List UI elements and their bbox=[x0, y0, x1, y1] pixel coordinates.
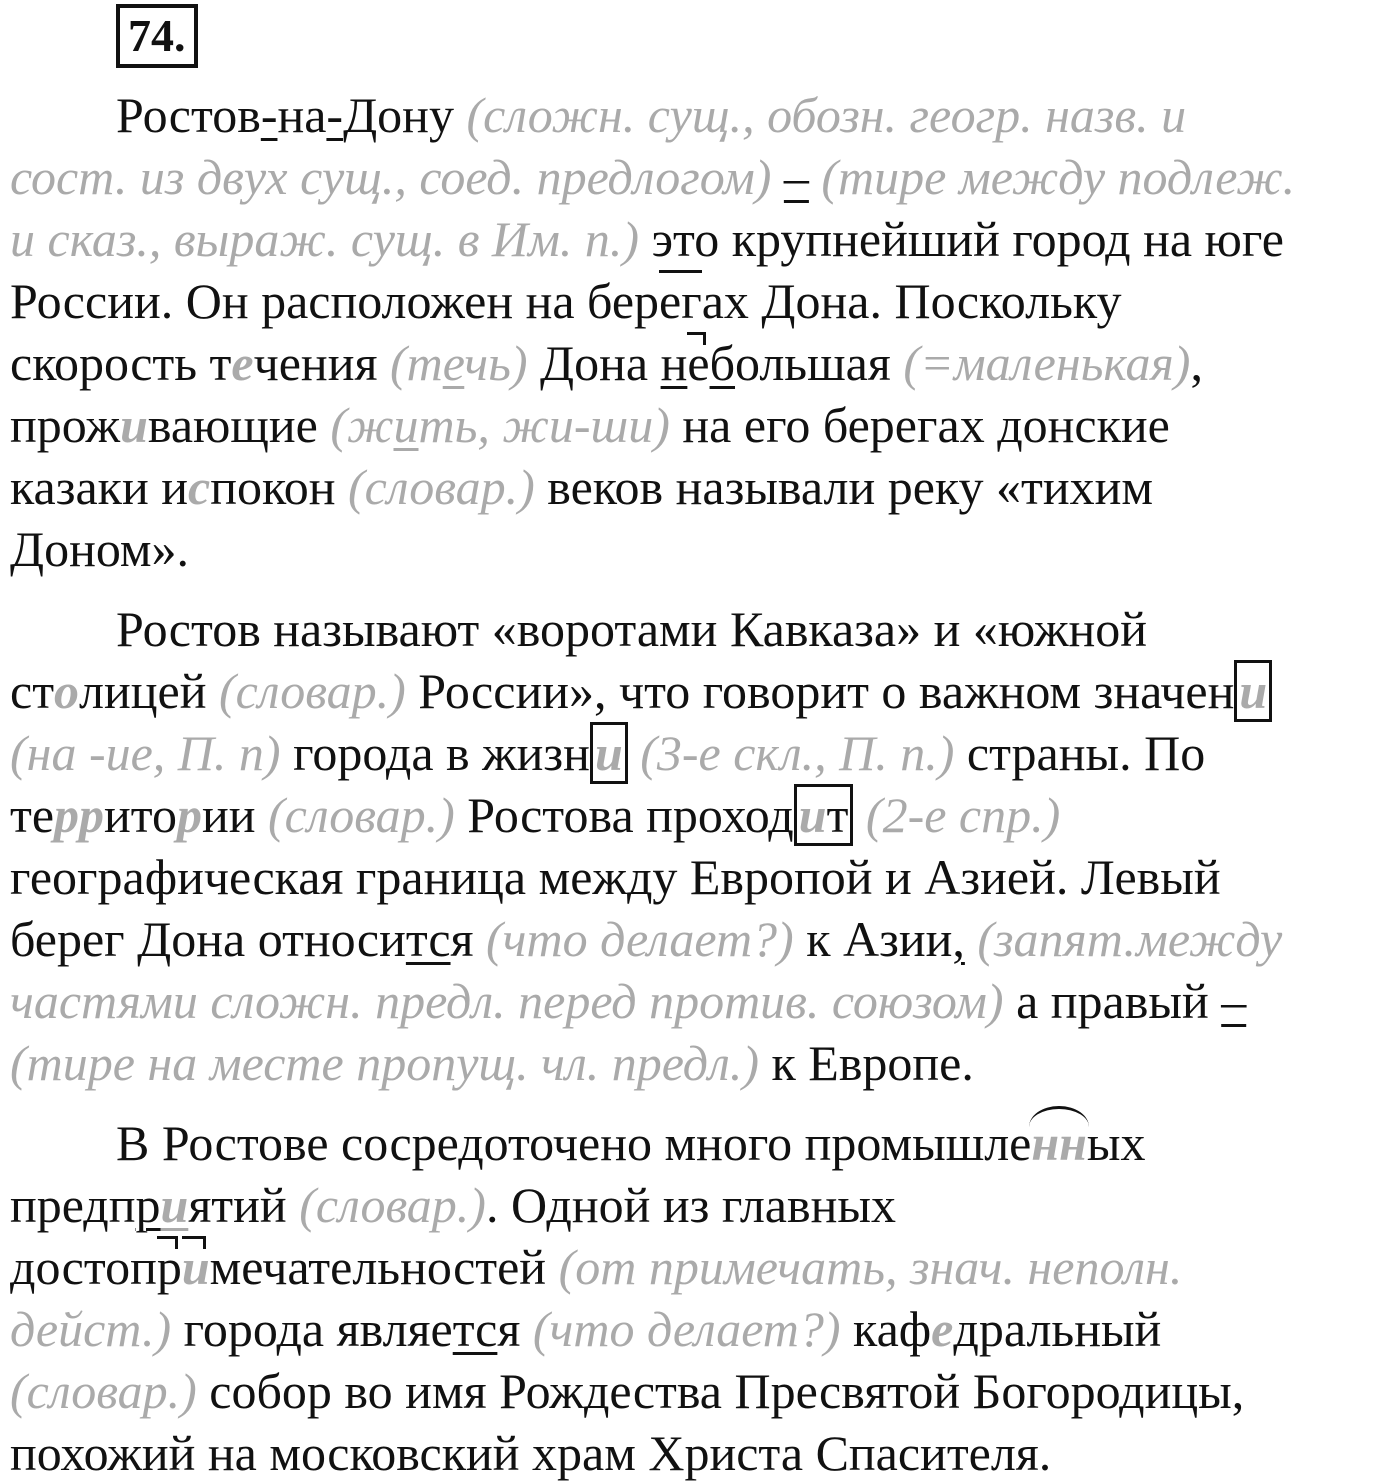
hyphen-mark: - bbox=[326, 87, 344, 143]
prefix-mark: н bbox=[660, 335, 688, 391]
grammar-note: (=маленькая) bbox=[903, 335, 1191, 391]
text: я bbox=[497, 1301, 533, 1357]
grammar-note: (3-е скл., П. п.) bbox=[640, 725, 955, 781]
text: к Азии bbox=[793, 911, 953, 967]
text: Дона bbox=[527, 335, 661, 391]
text: . Одной из главных bbox=[485, 1177, 896, 1233]
grammar-note-underlined: и bbox=[393, 397, 419, 453]
grammar-note: (т bbox=[389, 335, 443, 391]
text: географическая граница между Европой и Азией. Левый bbox=[10, 849, 1221, 905]
text: В Ростове сосредоточено много промышле bbox=[116, 1115, 1032, 1171]
text: Доном». bbox=[10, 521, 190, 577]
grammar-note: (словар.) bbox=[347, 459, 535, 515]
text: а правый bbox=[1003, 973, 1222, 1029]
text: России», что говорит о важном значен bbox=[405, 663, 1235, 719]
grammar-note: (от примечать, знач. неполн. bbox=[558, 1239, 1183, 1295]
text: каф bbox=[840, 1301, 932, 1357]
grammar-note: (что делает?) bbox=[532, 1301, 841, 1357]
text: ито bbox=[104, 787, 177, 843]
grammar-note: (на -ие, П. п) bbox=[10, 725, 281, 781]
suffix-mark: тс bbox=[452, 1301, 498, 1357]
root-mark: б bbox=[709, 335, 736, 391]
text: это крупнейший город на юге bbox=[651, 211, 1284, 267]
text: города являе bbox=[171, 1301, 453, 1357]
prefix-mark: р bbox=[135, 1177, 161, 1233]
grammar-note: (2-е спр.) bbox=[865, 787, 1061, 843]
root-mark: е bbox=[687, 332, 709, 394]
text-line bbox=[10, 1174, 1395, 1236]
text-line bbox=[10, 208, 1395, 270]
text-line bbox=[10, 332, 1395, 394]
text: чения bbox=[253, 335, 390, 391]
paragraph-3 bbox=[10, 1112, 1395, 1484]
word: Ростов bbox=[116, 87, 261, 143]
highlighted-letter: е bbox=[231, 335, 254, 391]
suffix-mark: тс bbox=[405, 911, 451, 967]
text-line bbox=[10, 1112, 1395, 1174]
grammar-note: (словар.) bbox=[218, 663, 406, 719]
text: Ростов называют «воротами Кавказа» и «южной bbox=[116, 601, 1148, 657]
highlighted-letter: и bbox=[120, 397, 148, 453]
text: на его берегах донские bbox=[669, 397, 1170, 453]
text: покон bbox=[210, 459, 348, 515]
text-line bbox=[10, 598, 1395, 660]
grammar-note: частями сложн. предл. перед против. союзом) bbox=[10, 973, 1004, 1029]
text: ятий bbox=[188, 1177, 300, 1233]
grammar-note: дейст.) bbox=[10, 1301, 172, 1357]
suffix-arc-mark: нн bbox=[1031, 1112, 1087, 1174]
comma-mark: , bbox=[952, 911, 965, 967]
text: те bbox=[10, 787, 55, 843]
text: лицей bbox=[79, 663, 219, 719]
text: казаки и bbox=[10, 459, 188, 515]
text: ольшая bbox=[735, 335, 904, 391]
text-line bbox=[10, 456, 1395, 518]
text-line bbox=[10, 908, 1395, 970]
grammar-note: (словар.) bbox=[10, 1363, 197, 1419]
ending-box: и bbox=[1234, 660, 1272, 722]
ending-box: и bbox=[590, 722, 628, 784]
text-line bbox=[10, 1298, 1395, 1360]
grammar-note: (словар.) bbox=[299, 1177, 486, 1233]
text-line bbox=[10, 1236, 1395, 1298]
dash-mark: – bbox=[1221, 973, 1247, 1029]
dash-mark: – bbox=[783, 149, 809, 205]
text: ых bbox=[1086, 1115, 1146, 1171]
grammar-note: (запят.между bbox=[977, 911, 1283, 967]
grammar-note: (тире между подлеж. bbox=[808, 149, 1296, 205]
text: города в жизн bbox=[280, 725, 590, 781]
grammar-note: сост. из двух сущ., соед. предлогом) bbox=[10, 149, 784, 205]
prefix-mark: р bbox=[157, 1236, 182, 1298]
grammar-note: (что делает?) bbox=[486, 911, 794, 967]
text: мечательностей bbox=[209, 1239, 559, 1295]
highlighted-letter: и bbox=[182, 1236, 210, 1298]
text: веков называли реку «тихим bbox=[534, 459, 1153, 515]
ending-box bbox=[794, 784, 854, 846]
text-line bbox=[10, 784, 1395, 846]
word: на bbox=[277, 87, 327, 143]
text: прож bbox=[10, 397, 121, 453]
text-line bbox=[10, 1360, 1395, 1422]
space bbox=[853, 787, 866, 843]
exercise-number: 74. bbox=[116, 4, 198, 68]
paragraph-2 bbox=[10, 598, 1395, 1094]
highlighted-letter: с bbox=[187, 459, 211, 515]
text-line bbox=[10, 970, 1395, 1032]
text-line bbox=[10, 84, 1395, 146]
text: т bbox=[826, 787, 849, 843]
text-line bbox=[10, 660, 1395, 722]
comma: , bbox=[1190, 335, 1203, 391]
text: я bbox=[450, 911, 487, 967]
text: берег Дона относи bbox=[10, 911, 406, 967]
space bbox=[628, 725, 641, 781]
space bbox=[965, 911, 978, 967]
paragraph-1 bbox=[10, 84, 1395, 580]
text: ах Дона. Поскольку bbox=[701, 273, 1122, 329]
highlighted-letter: и bbox=[160, 1177, 189, 1233]
word: Дону bbox=[343, 87, 467, 143]
text-line bbox=[10, 846, 1395, 908]
grammar-note: (тире на месте пропущ. чл. предл.) bbox=[10, 1035, 759, 1091]
text-line bbox=[10, 1032, 1395, 1094]
grammar-note: ть, жи-ши) bbox=[418, 397, 670, 453]
grammar-note-underlined: е bbox=[442, 335, 465, 391]
highlighted-letter: и bbox=[798, 787, 827, 843]
text-line bbox=[10, 394, 1395, 456]
text-line bbox=[10, 146, 1395, 208]
text: скорость т bbox=[10, 335, 232, 391]
text-line bbox=[10, 518, 1395, 580]
grammar-note: (словар.) bbox=[268, 787, 455, 843]
text: к Европе. bbox=[758, 1035, 974, 1091]
text: предп bbox=[10, 1177, 136, 1233]
text: Ростова проход bbox=[454, 787, 794, 843]
text: достоп bbox=[10, 1239, 157, 1295]
text: вающие bbox=[147, 397, 331, 453]
text: похожий на московский храм Христа Спасителя. bbox=[10, 1425, 1052, 1481]
root-mark: ег bbox=[659, 270, 702, 329]
text: дральный bbox=[953, 1301, 1162, 1357]
text: ст bbox=[10, 663, 55, 719]
grammar-note: и сказ., выраж. сущ. в Им. п.) bbox=[10, 211, 652, 267]
highlighted-letter: рр bbox=[54, 787, 105, 843]
highlighted-letter: р bbox=[177, 787, 202, 843]
text: страны. По bbox=[954, 725, 1206, 781]
grammar-note: (сложн. сущ., обозн. геогр. назв. и bbox=[466, 87, 1187, 143]
text-line bbox=[10, 722, 1395, 784]
grammar-note: (ж bbox=[330, 397, 394, 453]
text: собор во имя Рождества Пресвятой Богородицы, bbox=[196, 1363, 1245, 1419]
grammar-note: чь) bbox=[464, 335, 528, 391]
text-line bbox=[10, 1422, 1395, 1484]
highlighted-letter: о bbox=[54, 663, 80, 719]
text: ии bbox=[202, 787, 269, 843]
text-line bbox=[10, 270, 1395, 332]
hyphen-mark: - bbox=[260, 87, 278, 143]
highlighted-letter: е bbox=[931, 1301, 954, 1357]
text: России. Он расположен на бер bbox=[10, 273, 660, 329]
